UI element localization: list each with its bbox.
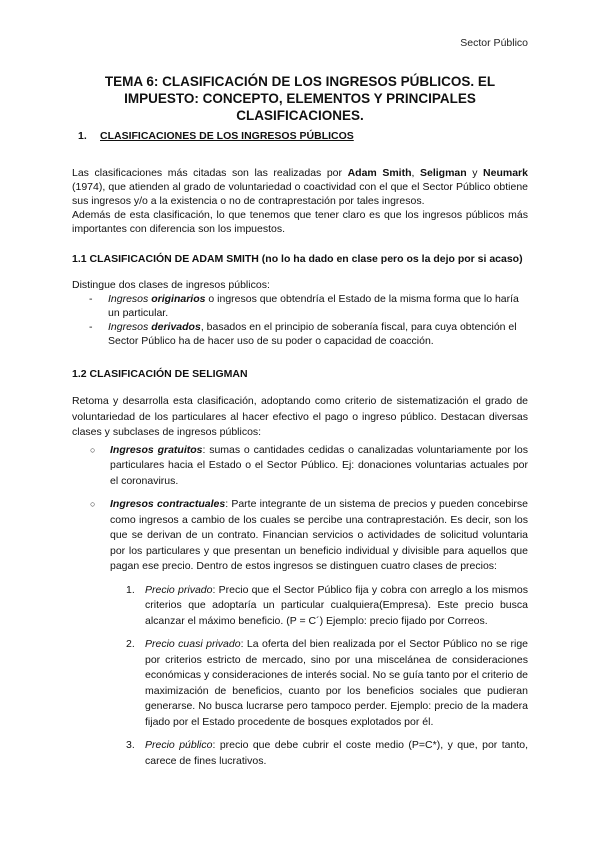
item-label: Ingresos — [108, 321, 152, 333]
price-text: : La oferta del bien realizada por el Sector Público no se rige por criterios estricto de mercado, sino por una miscelánea de consideraciones económicas y consideraciones de interés social. No se guía tanto por el criterio de maximización de beneficios, cuanto por los beneficios sociales que pudieran generarse. No busca lucrarse pero tampoco perder. Ejemplo: precio de la madera fijado por el Estado procedente de bosques explotados por él. — [145, 638, 528, 728]
list-item-gratuitos — [72, 443, 528, 490]
document-title: TEMA 6: CLASIFICACIÓN DE LOS INGRESOS PÚBLICOS. EL IMPUESTO: CONCEPTO, ELEMENTOS Y PRINCIPALES CLASIFICACIONES. — [104, 74, 496, 123]
item-text: : sumas o cantidades cedidas o canalizadas voluntariamente por los particulares hacia el Estado o el Sector Público. Ej: donaciones voluntarias actuales por el coronavirus. — [110, 443, 528, 487]
item-label: Ingresos — [108, 293, 152, 305]
number-marker: 2. — [126, 638, 135, 650]
document-body — [72, 129, 528, 769]
price-item-privado — [72, 583, 528, 630]
intro-paragraph-2: Además de esta clasificación, lo que tenemos que tener claro es que los ingresos públicos más importantes con diferencia son los impuestos. — [72, 209, 528, 235]
price-label: Precio cuasi privado — [145, 638, 241, 650]
author-seligman: Seligman — [419, 167, 467, 179]
price-text: : precio que debe cubrir el coste medio (P=C*), y que, por tanto, carece de fines lucrativos. — [145, 739, 528, 767]
author-neumark: Neumark — [483, 167, 528, 179]
price-item-cuasi-privado — [72, 637, 528, 730]
price-text: : Precio que el Sector Público fija y cobra con arreglo a los mismos criterios que adoptaría un particular cualquiera(Empresa). Este precio busca alcanzar el máximo beneficio. (P = C´) Ejemplo: precio fijado por Correos. — [145, 583, 528, 627]
price-label: Precio público — [145, 739, 213, 751]
item-keyword: derivados — [151, 321, 201, 333]
separator: , — [411, 167, 420, 179]
circle-bullet-icon: ○ — [90, 499, 96, 509]
price-label: Precio privado — [145, 583, 213, 596]
item-keyword: originarios — [151, 293, 206, 305]
intro-text: (1974), que atienden al grado de voluntariedad o coactividad con el que el Sector Público obtiene sus ingresos y/o a la existencia o no de contraprestación por tales ingresos. — [72, 181, 528, 207]
dash-bullet: - — [89, 293, 93, 305]
page-header: Sector Público — [460, 37, 528, 49]
item-text: : Parte integrante de un sistema de precios y pueden concebirse como ingresos a cambio de los cuales se percibe una contraprestación. Es decir, son los que se derivan de un contrato. Financian servicios o actividades de solicitud voluntaria por los particulares y que presentan un beneficio individual y divisible para aquellos que pagan ese precio. Dentro de estos ingresos se distinguen cuatro clases de precios: — [110, 498, 528, 572]
section-1-2-heading: 1.2 CLASIFICACIÓN DE SELIGMAN — [72, 368, 248, 380]
item-keyword: Ingresos contractuales — [110, 498, 226, 510]
item-keyword: Ingresos gratuitos — [110, 443, 203, 456]
section-1-1-heading: 1.1 CLASIFICACIÓN DE ADAM SMITH (no lo ha dado en clase pero os la dejo por si acaso) — [72, 253, 523, 265]
section-1-1-lead: Distingue dos clases de ingresos públicos: — [72, 279, 270, 291]
section-1-heading — [78, 129, 528, 143]
number-marker: 1. — [126, 583, 135, 596]
item-text: , basados en el principio de soberanía fiscal, para cuya obtención el Sector Público ha de hacer uso de su poder o capacidad de coacción. — [108, 321, 517, 347]
separator: y — [466, 167, 484, 179]
intro-text: Las clasificaciones más citadas son las realizadas por — [72, 167, 348, 179]
list-item-contractuales — [72, 497, 528, 575]
number-marker: 3. — [126, 739, 135, 751]
intro-paragraph-1 — [72, 166, 528, 208]
author-smith: Adam Smith — [347, 167, 412, 179]
price-item-publico — [72, 738, 528, 769]
list-item — [72, 292, 528, 320]
circle-bullet-icon: ○ — [90, 444, 96, 455]
section-1-2-lead: Retoma y desarrolla esta clasificación, adoptando como criterio de sistematización el grado de voluntariedad de los particulares al hacer efectivo el pago o ingreso público. Destacan diversas clases y subclases de ingresos públicos: — [72, 395, 528, 438]
item-text: o ingresos que obtendría el Estado de la misma forma que lo haría un particular. — [108, 293, 519, 319]
dash-bullet: - — [89, 321, 93, 333]
section-title: CLASIFICACIONES DE LOS INGRESOS PÚBLICOS — [100, 130, 354, 142]
section-number: 1. — [78, 130, 87, 142]
list-item — [72, 320, 528, 348]
